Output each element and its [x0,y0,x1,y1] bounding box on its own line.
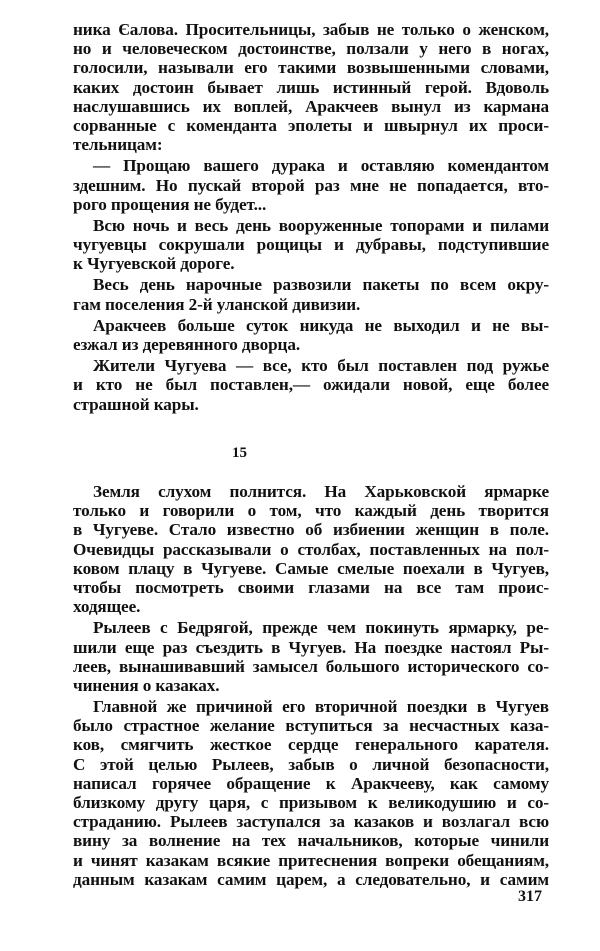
text-line: тельницам: [73,135,163,155]
paragraph [73,20,549,154]
text-line: только и говорили о том, что каждый день творится [73,501,549,521]
text-line: Весь день нарочные развозили пакеты по всем окру- [93,275,549,295]
paragraph [73,356,549,414]
text-line: и кто не был поставлен,— ожидали новой, еще более [73,375,549,395]
text-line: Рылеев с Бедрягой, прежде чем покинуть ярмарку, ре- [93,618,549,638]
chapter-number: 15 [232,445,247,461]
paragraph [73,697,549,889]
text-line: Аракчеев больше суток никуда не выходил и не вы- [93,315,549,335]
text-line: Жители Чугуева — все, кто был поставлен под ружье [93,356,549,376]
text-line: здешним. Но пускай второй раз мне не попадается, вто- [73,175,549,195]
page-number: 317 [518,888,542,905]
paragraph [73,482,549,616]
text-line: езжал из деревянного дворца. [73,335,301,354]
text-line: написал горячее обращение к Аракчееву, как самому [73,773,549,793]
text-line: страданию. Рылеев заступался за казаков и возлагал всю [73,812,549,832]
text-line: но и человеческом достоинстве, ползали у него в ногах, [73,39,549,59]
text-line: — Прощаю вашего дурака и оставляю комендантом [93,156,549,176]
text-line: вину за волнение на тех начальников, которые чинили [73,831,549,851]
text-line: С этой целью Рылеев, забыв о личной безопасности, [73,754,549,774]
paragraph [73,275,549,313]
paragraph [73,156,549,214]
paragraph [73,216,549,274]
text-line: леев, вынашивавший замысел большого исторического со- [73,656,549,676]
text-line: чугуевцы сокрушали рощицы и дубравы, подступившие [73,235,549,255]
text-line: шили еще раз съездить в Чугуев. На поездке настоял Ры- [73,637,549,657]
text-line: сорванные с коменданта эполеты и швырнул их проси- [73,115,549,135]
text-column-bottom [73,482,549,889]
text-line: и чинят казакам всякие притеснения вопреки обещаниям, [73,850,549,870]
text-line: данным казакам самим царем, а следовательно, и самим [73,869,549,889]
text-line: страшной кары. [73,394,199,414]
paragraph [73,316,549,354]
text-line: ника Єалова. Просительницы, забыв не только о женском, [73,20,549,39]
text-line: близкому другу царя, с призывом к великодушию и со- [73,793,549,812]
text-line: гам поселения 2-й уланской дивизии. [73,294,361,314]
text-line: Главной же причиной его вторичной поездки в Чугуев [93,697,549,717]
text-line: рого прощения не будет... [73,194,267,214]
text-line: Всю ночь и весь день вооруженные топорами и пилами [93,215,549,235]
text-line: ков, смягчить жесткое сердце генерального карателя. [73,735,549,755]
text-line: Очевидцы рассказывали о столбах, поставленных на пол- [73,539,549,559]
text-line: чтобы посмотреть своими глазами на все там проис- [73,577,549,597]
text-line: наслушавшись их воплей, Аракчеев вынул из кармана [73,96,549,116]
text-column-top [73,20,549,414]
text-line: было страстное желание вступиться за несчастных каза- [73,716,549,736]
paragraph [73,618,549,695]
text-line: к Чугуевской дороге. [73,254,235,274]
text-line: ходящее. [73,597,141,617]
text-line: Земля слухом полнится. На Харьковской ярмарке [93,482,549,501]
text-line: ковом плацу в Чугуеве. Самые смелые поехали в Чугуев, [73,558,549,578]
text-line: голосили, называли его такими возвышенными словами, [73,58,549,78]
text-line: каких достоин бывает лишь истинный герой. Вдоволь [73,77,549,97]
text-line: в Чугуеве. Стало известно об избиении женщин в поле. [73,520,549,540]
text-line: чинения о казаках. [73,675,220,695]
